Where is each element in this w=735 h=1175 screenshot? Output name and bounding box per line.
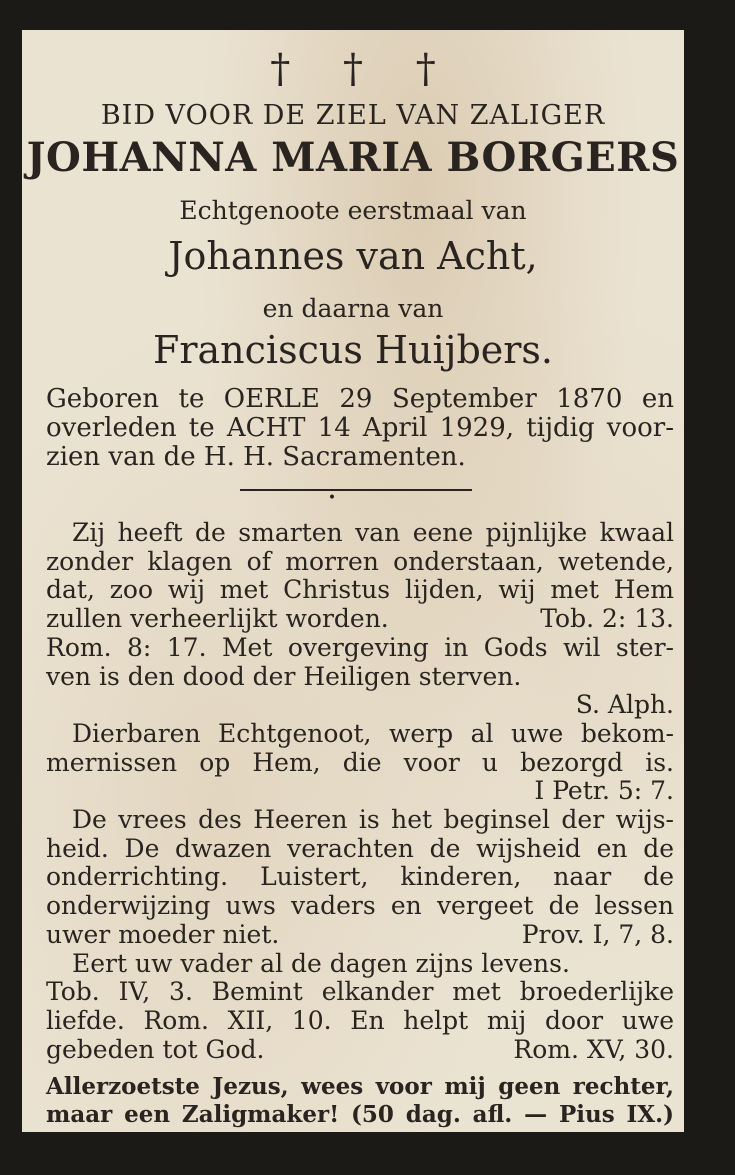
text-line: [46, 977, 674, 1007]
text-line-body: Zij heeft de smarten van eene pijnlijke kwaal: [72, 518, 674, 547]
text-line: [46, 604, 674, 634]
text-line: [46, 518, 674, 548]
cross-icon: †: [270, 46, 291, 92]
crosses: [22, 44, 684, 94]
indulgence-line: maar een Zaligmaker! (50 dag. afl. — Pius IX.): [46, 1101, 674, 1128]
text-line-body: uwer moeder niet.: [46, 919, 280, 949]
text-line: [46, 633, 674, 663]
text-line-body: liefde. Rom. XII, 10. En helpt mij door uwe: [46, 1005, 674, 1035]
text-line: [46, 776, 674, 806]
deceased-name: JOHANNA MARIA BORGERS: [26, 134, 680, 181]
text-line-body: De vrees des Heeren is het beginsel der wijs-: [72, 805, 674, 834]
cross-icon: †: [415, 46, 436, 92]
text-line: [46, 862, 674, 892]
card-paper: [22, 30, 684, 1132]
bio-line: zien van de H. H. Sacramenten.: [46, 442, 466, 472]
text-line-body: heid. De dwazen verachten de wijsheid en de: [46, 833, 674, 863]
text-line-body: zonder klagen of morren onderstaan, wetende,: [46, 546, 674, 576]
text-line: [46, 949, 674, 979]
indulgence-line: Allerzoetste Jezus, wees voor mij geen rechter,: [46, 1073, 674, 1100]
text-line: [46, 719, 674, 749]
cross-icon: †: [343, 46, 363, 92]
scripture-reference: S. Alph.: [575, 690, 674, 720]
text-line: [46, 575, 674, 605]
bio-line: overleden te ACHT 14 April 1929, tijdig voor-: [46, 413, 674, 443]
scripture-reference: Rom. XV, 30.: [513, 1034, 674, 1064]
spouse-intro: Echtgenoote eerstmaal van: [179, 196, 527, 225]
text-line-body: Tob. IV, 3. Bemint elkander met broederlijke: [46, 977, 674, 1007]
text-line-body: Rom. 8: 17. Met overgeving in Gods wil ster-: [46, 632, 674, 662]
text-line: [46, 891, 674, 921]
first-spouse-name: Johannes van Acht,: [168, 234, 538, 278]
scripture-reference: Prov. I, 7, 8.: [521, 919, 674, 949]
text-line-body: onderwijzing uws vaders en vergeet de lessen: [46, 891, 674, 921]
prayer-heading: BID VOOR DE ZIEL VAN ZALIGER: [100, 100, 606, 131]
text-line-body: onderrichting. Luistert, kinderen, naar de: [46, 862, 674, 892]
text-line: [46, 805, 674, 835]
scripture-reference: Tob. 2: 13.: [540, 604, 674, 634]
text-line: [46, 547, 674, 577]
text-line: [46, 834, 674, 864]
text-line-body: dat, zoo wij met Christus lijden, wij met Hem: [46, 575, 674, 605]
bio-line: Geboren te OERLE 29 September 1870 en: [46, 384, 674, 414]
text-line: [46, 690, 674, 720]
text-line-body: Eert uw vader al de dagen zijns levens.: [72, 948, 570, 978]
text-line-body: zullen verheerlijkt worden.: [46, 604, 389, 634]
text-line: [46, 1035, 674, 1065]
text-line: [46, 662, 674, 692]
text-line-body: mernissen op Hem, die voor u bezorgd is.: [46, 747, 674, 777]
text-line-body: gebeden tot God.: [46, 1034, 265, 1064]
second-spouse-name: Franciscus Huijbers.: [152, 328, 554, 372]
divider-rule: [240, 489, 472, 491]
text-line: [46, 748, 674, 778]
scripture-reference: I Petr. 5: 7.: [534, 776, 674, 806]
text-line-body: Dierbaren Echtgenoot, werp al uwe bekom-: [72, 718, 674, 748]
text-line-body: ven is den dood der Heiligen sterven.: [46, 661, 522, 691]
text-line: [46, 1006, 674, 1036]
divider-dot: •: [327, 490, 337, 506]
then-label: en daarna van: [262, 294, 444, 323]
text-line: [46, 920, 674, 950]
